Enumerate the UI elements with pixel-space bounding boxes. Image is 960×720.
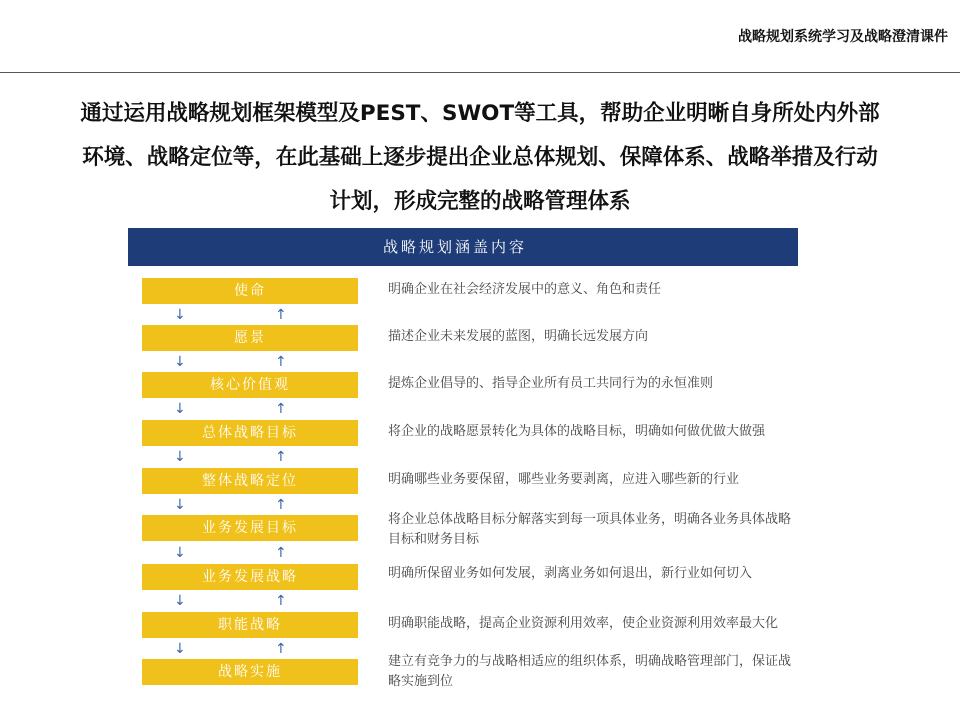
- step-desc: 明确哪些业务要保留，哪些业务要剥离，应进入哪些新的行业: [388, 472, 740, 487]
- arrow-down-icon: ↓: [174, 497, 186, 513]
- arrow-up-icon: ↑: [275, 545, 287, 561]
- arrow-down-icon: ↓: [174, 641, 186, 657]
- arrow-up-icon: ↑: [275, 401, 287, 417]
- intro-line: 通过运用战略规划框架模型及PEST、SWOT等工具，帮助企业明晰自身所处内外部: [80, 101, 880, 126]
- step-box-business-goal: 业务发展目标: [142, 515, 358, 541]
- arrow-up-icon: ↑: [275, 497, 287, 513]
- arrow-up-icon: ↑: [275, 354, 287, 370]
- arrow-up-icon: ↑: [275, 641, 287, 657]
- step-desc: 明确所保留业务如何发展，剥离业务如何退出，新行业如何切入: [388, 566, 753, 581]
- step-box-functional: 职能战略: [142, 612, 358, 638]
- arrow-down-icon: ↓: [174, 307, 186, 323]
- step-desc: 将企业的战略愿景转化为具体的战略目标，明确如何做优做大做强: [388, 424, 766, 439]
- arrow-down-icon: ↓: [174, 545, 186, 561]
- arrow-down-icon: ↓: [174, 449, 186, 465]
- arrow-up-icon: ↑: [275, 449, 287, 465]
- intro-line: 环境、战略定位等，在此基础上逐步提出企业总体规划、保障体系、战略举措及行动: [82, 145, 878, 170]
- step-box-business-strategy: 业务发展战略: [142, 564, 358, 590]
- step-desc: 明确企业在社会经济发展中的意义、角色和责任: [388, 282, 662, 297]
- arrow-down-icon: ↓: [174, 593, 186, 609]
- step-desc: 描述企业未来发展的蓝图，明确长远发展方向: [388, 329, 649, 344]
- step-box-positioning: 整体战略定位: [142, 468, 358, 494]
- step-box-mission: 使命: [142, 278, 358, 304]
- step-box-implementation: 战略实施: [142, 659, 358, 685]
- panel-header: 战略规划涵盖内容: [128, 228, 798, 266]
- step-box-core-values: 核心价值观: [142, 372, 358, 398]
- step-desc: 将企业总体战略目标分解落实到每一项具体业务，明确各业务具体战略目标和财务目标: [388, 512, 792, 547]
- strategy-panel: [128, 228, 798, 690]
- step-desc: 明确职能战略，提高企业资源利用效率，使企业资源利用效率最大化: [388, 616, 779, 631]
- header-title: 战略规划系统学习及战略澄清课件: [738, 29, 948, 45]
- arrow-up-icon: ↑: [275, 307, 287, 323]
- step-box-overall-goal: 总体战略目标: [142, 420, 358, 446]
- intro-line: 计划，形成完整的战略管理体系: [329, 189, 631, 214]
- step-desc: 提炼企业倡导的、指导企业所有员工共同行为的永恒准则: [388, 376, 714, 391]
- arrow-down-icon: ↓: [174, 354, 186, 370]
- intro-text: [40, 92, 920, 224]
- header-divider: [0, 72, 960, 73]
- step-box-vision: 愿景: [142, 325, 358, 351]
- arrow-up-icon: ↑: [275, 593, 287, 609]
- arrow-down-icon: ↓: [174, 401, 186, 417]
- step-desc: 建立有竞争力的与战略相适应的组织体系，明确战略管理部门，保证战略实施到位: [388, 654, 792, 689]
